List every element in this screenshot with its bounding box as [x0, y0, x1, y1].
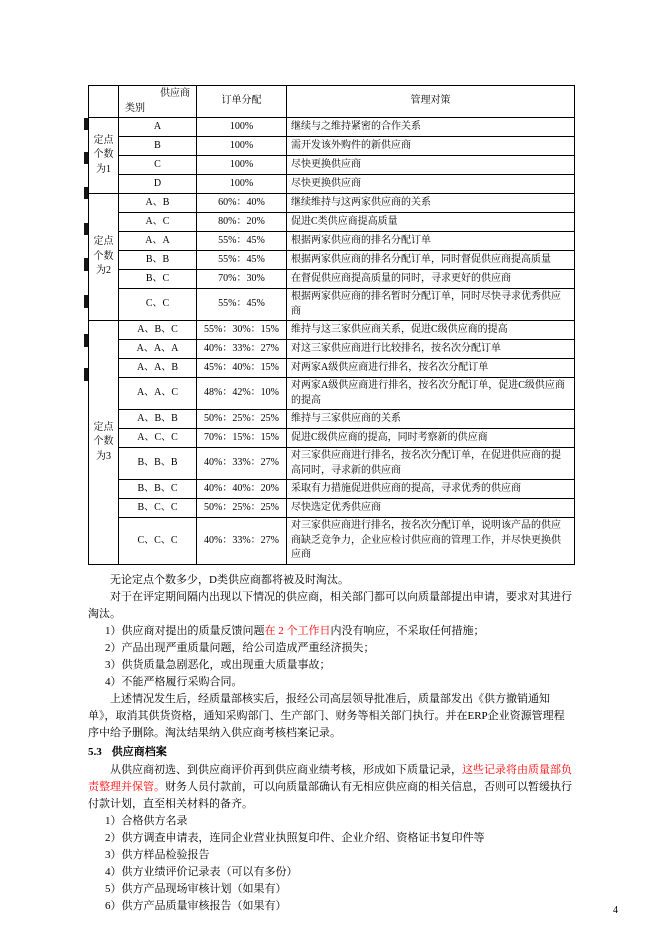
strategy-cell: 尽快选定优秀供应商 — [287, 499, 575, 518]
category-cell: C、C — [119, 289, 197, 321]
section-number: 5.3 — [88, 745, 102, 758]
strategy-cell: 需开发该外购件的新供应商 — [287, 137, 575, 156]
page-number: 4 — [613, 905, 618, 916]
allocation-cell: 55%：30%：15% — [197, 321, 287, 340]
strategy-cell: 对三家供应商进行排名，按名次分配订单，在促进供应商的提高同时，寻求新的供应商 — [287, 448, 575, 480]
supplier-table-body — [89, 86, 575, 565]
list-marker: 3） — [105, 849, 122, 862]
list-marker: 4） — [105, 675, 122, 688]
table-row — [89, 378, 575, 410]
allocation-cell: 100% — [197, 137, 287, 156]
paragraph-archive-intro — [88, 762, 575, 813]
list-text: 不能严格履行采购合同。 — [121, 675, 243, 688]
category-cell: A、B、B — [119, 410, 197, 429]
category-cell: A、C、C — [119, 429, 197, 448]
section-heading — [88, 744, 575, 761]
category-cell: A、B — [119, 194, 197, 213]
category-cell: A、A、B — [119, 359, 197, 378]
category-cell: B、B、C — [119, 480, 197, 499]
strategy-cell: 维持与这三家供应商关系，促进C级供应商的提高 — [287, 321, 575, 340]
section-title: 供应商档案 — [111, 745, 167, 758]
list-text: 供方产品现场审核计划（如果有） — [121, 883, 287, 896]
table-row — [89, 251, 575, 270]
table-row — [89, 194, 575, 213]
category-cell: A、A、C — [119, 378, 197, 410]
records-list — [88, 813, 575, 915]
highlight-text: 这些记录将由质量部负责整理并保管。 — [88, 764, 572, 794]
strategy-cell: 对三家供应商进行排名，按名次分配订单，说明该产品的供应商缺乏竞争力，企业应检讨供应商的管理工作，并尽快更换供应商 — [287, 518, 575, 565]
list-item — [105, 640, 575, 657]
category-cell: A、B、C — [119, 321, 197, 340]
strategy-cell: 促进C类供应商提高质量 — [287, 213, 575, 232]
category-cell: A、C — [119, 213, 197, 232]
list-text: 供方调查申请表，连同企业营业执照复印件、企业介绍、资格证书复印件等 — [121, 832, 485, 845]
list-item — [105, 623, 575, 640]
scan-artifact — [84, 295, 88, 308]
category-cell: B、C — [119, 270, 197, 289]
allocation-cell: 40%：33%：27% — [197, 340, 287, 359]
scan-artifact — [84, 152, 88, 164]
scan-artifact — [84, 118, 88, 130]
table-row — [89, 480, 575, 499]
allocation-cell: 45%：40%：15% — [197, 359, 287, 378]
allocation-cell: 70%：30% — [197, 270, 287, 289]
header-supplier-category — [119, 86, 197, 118]
strategy-cell: 继续维持与这两家供应商的关系 — [287, 194, 575, 213]
category-cell: D — [119, 175, 197, 194]
category-cell: A — [119, 118, 197, 137]
list-marker: 5） — [105, 883, 122, 896]
scan-artifact — [84, 258, 88, 271]
list-marker: 2） — [105, 641, 122, 654]
table-row — [89, 156, 575, 175]
list-text: 供方产品质量审核报告（如果有） — [121, 900, 287, 913]
scan-artifact — [84, 187, 88, 199]
allocation-cell: 60%：40% — [197, 194, 287, 213]
strategy-cell: 根据两家供应商的排名分配订单 — [287, 232, 575, 251]
allocation-cell: 55%：45% — [197, 289, 287, 321]
list-text: 供方样品检验报告 — [121, 849, 210, 862]
paragraph-elimination-conditions: 对于在评定期间隔内出现以下情况的供应商，相关部门都可以向质量部提出申请，要求对其进行淘汰。 — [88, 590, 572, 620]
header-supplier-category-top: 供应商 — [160, 88, 190, 99]
elimination-list — [88, 623, 575, 691]
list-marker: 2） — [105, 832, 122, 845]
list-text: 产品出现严重质量问题，给公司造成严重经济损失； — [121, 641, 375, 654]
strategy-cell: 对这三家供应商进行比较排名，按名次分配订单 — [287, 340, 575, 359]
table-row — [89, 429, 575, 448]
strategy-cell: 在督促供应商提高质量的同时，寻求更好的供应商 — [287, 270, 575, 289]
table-row — [89, 518, 575, 565]
highlight-text: 在 2 个工作日 — [264, 624, 331, 637]
strategy-cell: 对两家A级供应商进行排名，按名次分配订单 — [287, 359, 575, 378]
list-item — [105, 864, 575, 881]
list-item — [105, 813, 575, 830]
list-marker: 3） — [105, 658, 122, 671]
table-row — [89, 359, 575, 378]
category-cell: C — [119, 156, 197, 175]
header-management-strategy: 管理对策 — [287, 86, 575, 118]
allocation-cell: 50%：25%：25% — [197, 499, 287, 518]
list-item — [105, 657, 575, 674]
allocation-cell: 55%：45% — [197, 232, 287, 251]
table-row — [89, 448, 575, 480]
list-text: 合格供方名录 — [121, 815, 188, 828]
table-row — [89, 340, 575, 359]
table-row — [89, 137, 575, 156]
allocation-cell: 70%：15%：15% — [197, 429, 287, 448]
table-row — [89, 270, 575, 289]
header-corner-cell — [89, 86, 119, 118]
category-cell: C、C、C — [119, 518, 197, 565]
list-marker: 1） — [105, 815, 122, 828]
strategy-cell: 继续与之维持紧密的合作关系 — [287, 118, 575, 137]
table-row — [89, 232, 575, 251]
list-item — [105, 847, 575, 864]
list-text: 供应商对提出的质量反馈问题 — [121, 624, 265, 637]
category-cell: A、A、A — [119, 340, 197, 359]
allocation-cell: 100% — [197, 156, 287, 175]
category-cell: B、C、C — [119, 499, 197, 518]
allocation-cell: 40%：40%：20% — [197, 480, 287, 499]
allocation-cell: 80%：20% — [197, 213, 287, 232]
strategy-cell: 尽快更换供应商 — [287, 156, 575, 175]
table-row — [89, 175, 575, 194]
allocation-cell: 48%：42%：10% — [197, 378, 287, 410]
paragraph-elimination-procedure: 上述情况发生后，经质量部核实后，报经公司高层领导批准后，质量部发出《供方撤销通知单》，取消其供货资格，通知采购部门、生产部门、财务等相关部门执行。并在ERP企业资源管理程序中给予删除。淘汰结果纳入供应商考核档案记录。 — [88, 692, 565, 739]
body-text — [88, 572, 575, 916]
list-item — [105, 674, 575, 691]
paragraph-text: 从供应商初选、到供应商评价再到供应商业绩考核，形成如下质量记录， — [110, 764, 462, 777]
header-supplier-category-bottom: 类别 — [125, 102, 145, 114]
strategy-cell: 维持与三家供应商的关系 — [287, 410, 575, 429]
supplier-allocation-table — [88, 85, 575, 565]
strategy-cell: 尽快更换供应商 — [287, 175, 575, 194]
table-header-row — [89, 86, 575, 118]
header-order-allocation: 订单分配 — [197, 86, 287, 118]
list-text: 供方业绩评价记录表（可以有多份） — [121, 866, 298, 879]
scan-artifact — [84, 334, 88, 347]
paragraph-text: 财务人员付款前，可以向质量部确认有无相应供应商的相关信息，否则可以暂缓执行付款计划，直至相关材料的备齐。 — [88, 781, 572, 811]
category-cell: B — [119, 137, 197, 156]
table-row — [89, 321, 575, 340]
table-row — [89, 118, 575, 137]
scan-artifact — [84, 223, 88, 235]
list-marker: 4） — [105, 866, 122, 879]
list-item — [105, 898, 575, 915]
allocation-cell: 40%：33%：27% — [197, 448, 287, 480]
paragraph-elimination-rule: 无论定点个数多少，D类供应商都将被及时淘汰。 — [110, 573, 349, 586]
list-marker: 1） — [105, 624, 122, 637]
list-item — [105, 830, 575, 847]
list-text: 供货质量急剧恶化，或出现重大质量事故； — [121, 658, 331, 671]
strategy-cell: 根据两家供应商的排名暂时分配订单，同时尽快寻求优秀供应商 — [287, 289, 575, 321]
table-row — [89, 410, 575, 429]
strategy-cell: 对两家A级供应商进行排名，按名次分配订单，促进C级供应商的提高 — [287, 378, 575, 410]
section-label: 定点个数为3 — [89, 321, 119, 565]
allocation-cell: 55%：45% — [197, 251, 287, 270]
table-row — [89, 289, 575, 321]
list-item — [105, 881, 575, 898]
allocation-cell: 40%：33%：27% — [197, 518, 287, 565]
strategy-cell: 促进C级供应商的提高，同时考察新的供应商 — [287, 429, 575, 448]
list-text: 内没有响应，不采取任何措施； — [330, 624, 485, 637]
section-label: 定点个数为2 — [89, 194, 119, 321]
table-row — [89, 499, 575, 518]
table-row — [89, 213, 575, 232]
allocation-cell: 100% — [197, 175, 287, 194]
category-cell: B、B、B — [119, 448, 197, 480]
category-cell: B、B — [119, 251, 197, 270]
strategy-cell: 根据两家供应商的排名分配订单，同时督促供应商提高质量 — [287, 251, 575, 270]
category-cell: A、A — [119, 232, 197, 251]
section-label: 定点个数为1 — [89, 118, 119, 194]
allocation-cell: 100% — [197, 118, 287, 137]
strategy-cell: 采取有力措施促进供应商的提高，寻求优秀的供应商 — [287, 480, 575, 499]
list-marker: 6） — [105, 900, 122, 913]
allocation-cell: 50%：25%：25% — [197, 410, 287, 429]
scan-artifact — [84, 368, 88, 381]
